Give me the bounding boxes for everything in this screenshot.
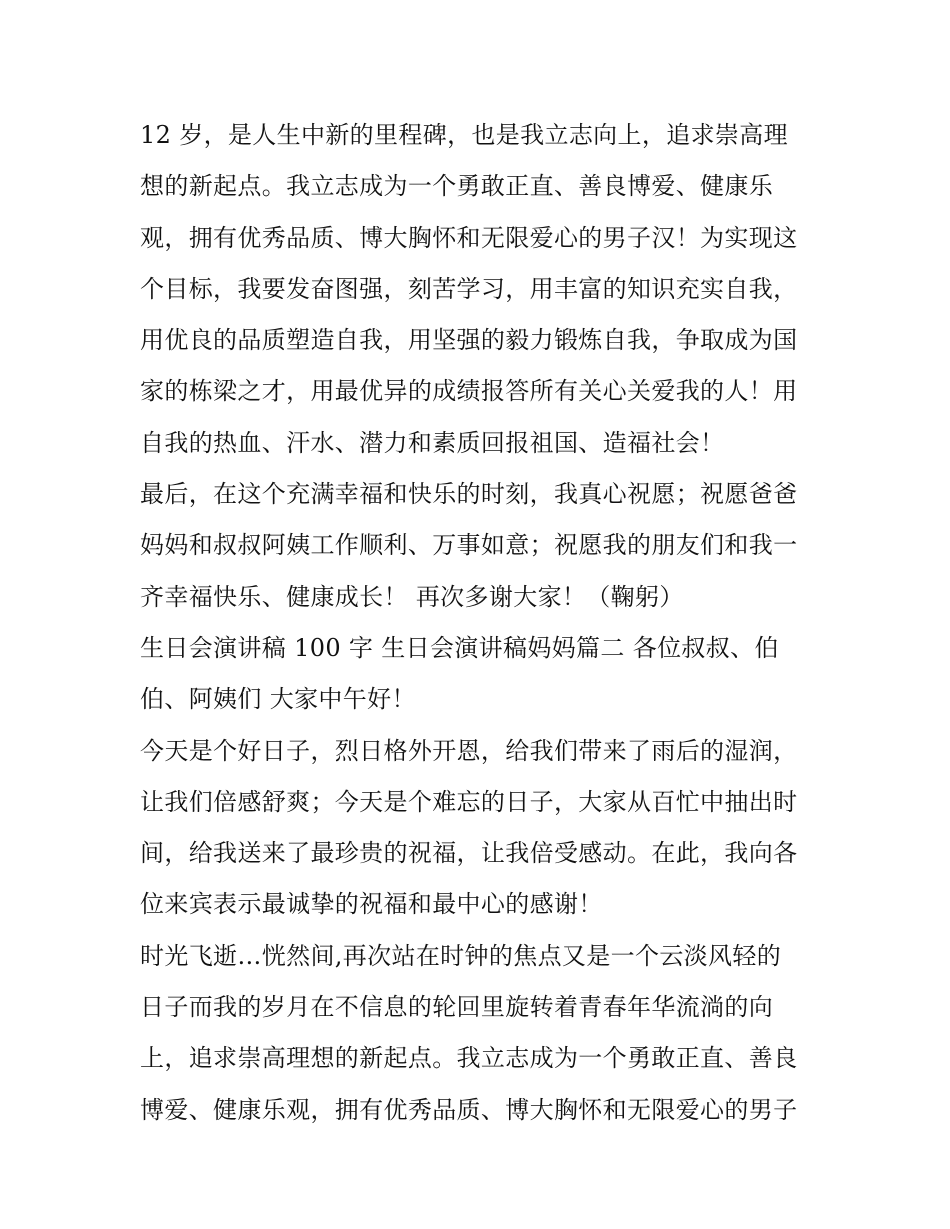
- text-line: 用优良的品质塑造自我，用坚强的毅力锻炼自我，争取成为国: [140, 326, 798, 355]
- text-line: 家的栋梁之才，用最优异的成绩报答所有关心关爱我的人！用: [140, 377, 798, 406]
- text-line: 妈妈和叔叔阿姨工作顺利、万事如意；祝愿我的朋友们和我一: [140, 531, 798, 560]
- text-line: 12 岁，是人生中新的里程碑，也是我立志向上，追求崇高理: [140, 121, 788, 149]
- text-line: 让我们倍感舒爽；今天是个难忘的日子，大家从百忙中抽出时: [140, 787, 798, 816]
- text-line: 齐幸福快乐、健康成长！ 再次多谢大家！（鞠躬）: [140, 582, 684, 611]
- text-line: 博爱、健康乐观，拥有优秀品质、博大胸怀和无限爱心的男子: [140, 1095, 798, 1124]
- text-line: 日子而我的岁月在不信息的轮回里旋转着青春年华流淌的向: [140, 993, 774, 1022]
- text-line: 最后，在这个充满幸福和快乐的时刻，我真心祝愿；祝愿爸爸: [140, 480, 798, 509]
- body-text: [140, 110, 820, 1136]
- text-line: 观，拥有优秀品质、博大胸怀和无限爱心的男子汉！为实现这: [140, 223, 798, 252]
- text-line: 时光飞逝…恍然间,再次站在时钟的焦点又是一个云淡风轻的: [140, 941, 782, 970]
- text-line: 今天是个好日子，烈日格外开恩，给我们带来了雨后的湿润，: [140, 736, 798, 765]
- text-line: 个目标，我要发奋图强，刻苦学习，用丰富的知识充实自我，: [140, 274, 798, 303]
- text-line: 上，追求崇高理想的新起点。我立志成为一个勇敢正直、善良: [140, 1044, 798, 1073]
- text-line: 位来宾表示最诚挚的祝福和最中心的感谢！: [140, 890, 603, 919]
- text-line: 生日会演讲稿 100 字 生日会演讲稿妈妈篇二 各位叔叔、伯: [140, 633, 779, 662]
- text-line: 伯、阿姨们 大家中午好！: [140, 685, 416, 714]
- text-line: 自我的热血、汗水、潜力和素质回报祖国、造福社会！: [140, 428, 725, 457]
- text-line: 间，给我送来了最珍贵的祝福，让我倍受感动。在此，我向各: [140, 839, 798, 868]
- text-line: 想的新起点。我立志成为一个勇敢正直、善良博爱、健康乐: [140, 172, 774, 201]
